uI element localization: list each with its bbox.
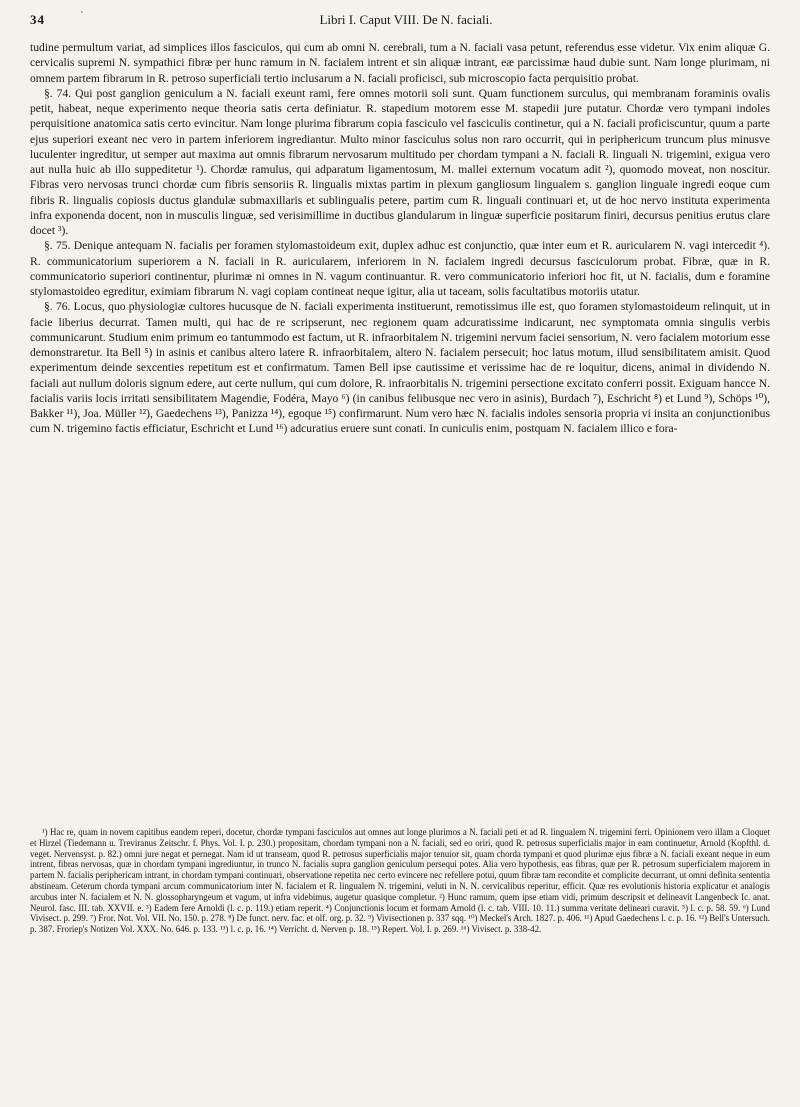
paragraph-section-74: §. 74. Qui post ganglion geniculum a N. faciali exeunt rami, fere omnes motorii soli sunt. Quam functionem surculus, qui membranam foraminis ovalis petit, habeat, neque experimento neque theoria satis certa definiatur. R. stapedium motorem esse M. stapedii jure putatur. Chordæ vero tympani indoles perquisitione anatomica satis certo evincitur. Nam longe plurima fibrarum copia fasciculo vel fasciculis continetur, qui a N. faciali proficiscuntur, quum a parte ejus superiori exeant nec vero in partem inferiorem ingrediantur. Multo minor fasciculus solus non raro occurrit, qui in periphericum truncum plus minusve luculenter ingreditur, ut semper aut maxima aut omnis fibrarum nervosarum multitudo per chordam tympani a N. faciali R. linguali N. trigemini, exigua vero aut nulla huic ab illo suppeditetur ¹). Chordæ ramulus, qui adparatum ligamentosum, M. mallei externum vocatum adit ²), quomodo moveat, non noscitur. Fibras vero nervosas trunci chordæ cum fibris sensoriis R. lingualis mixtas partim in plexum gangliosum lingualem s. ganglion linguale ingredi eoque cum fibris R. lingualis copiosis ductus glandulæ submaxillaris et sublingualis petere, partim cum R. linguali continuari et, ut de hoc nervo instituta experimenta infra exponenda docent, non in musculis linguæ, sed verisimillime in ductibus glandularum in linguæ superficie positarum finiri, decursus penitius erutus clare docet ³). xyxy=(30,86,770,237)
page-header xyxy=(30,10,782,32)
paragraph-continuation: tudine permultum variat, ad simplices illos fasciculos, qui cum ab omni N. cerebrali, tum a N. faciali vasa petunt, referendus esse videtur. Vix enim aliquæ G. cervicalis supremi N. sympathici fibræ per hunc ramum in N. facialem intrent et sin aliquæ intrant, eæ parcissimæ haud dubie sunt. Nam longe plurimam, ni omnem partem fibrarum in R. petroso superficiali tertio inclusarum a N. faciali proficisci, sub microscopio facta perquisitio probat. xyxy=(30,41,770,85)
footnotes xyxy=(30,827,770,935)
stray-mark: ` xyxy=(80,10,84,22)
paragraph-section-76: §. 76. Locus, quo physiologiæ cultores hucusque de N. faciali experimenta instituerunt, remotissimus ille est, quo foramen stylomastoideum relinquit, ut in facie liberius decurrat. Tamen multi, qui hac de re scripserunt, nec regionem quam adcuratissime indicarunt, nec symptomata omnia singulis verbis communicarunt. Studium enim primum eo tantummodo est factum, ut R. infraorbitalem N. trigemini nervum faciei sensorium, N. vero facialem motorium esse demonstraretur. Ita Bell ⁵) in asinis et canibus altero latere R. infraorbitalem, altero N. facialem persecuit; hoc latus motum, illud sensibilitatem amisit. Quod experimentum deinde sexcenties repetitum est et confirmatum. Tamen Bell ipse cautissime et verissime hac de re loquitur, dicens, animal in dividendo N. faciali aut nullum doloris signum edere, aut certe nullum, qui cum dolore, R. infraorbitalis N. trigemini persectione excitato conferri possit. Exiguam hancce N. facialis variis locis irritati sensibilitatem Magendie, Fodéra, Mayo ⁶) (in canibus felibusque nec vero in asinis), Burdach ⁷), Eschricht ⁸) et Lund ⁹), Schöps ¹⁰), Bakker ¹¹), Joa. Müller ¹²), Gaedechens ¹³), Panizza ¹⁴), egoque ¹⁵) confirmarunt. Num vero hæc N. facialis indoles sensoria propria vi insita an conjunctionibus cum N. trigemino factis efficiatur, Eschricht et Lund ¹⁶) adcuratius eruere sunt conati. In cuniculis enim, postquam N. facialem illico e fora- xyxy=(30,300,770,436)
paragraph-section-75: §. 75. Denique antequam N. facialis per foramen stylomastoideum exit, duplex adhuc est conjunctio, quæ inter eum et R. auricularem N. vagi intercedit ⁴). R. communicatorium superiorem a N. faciali in R. auricularem, inferiorem in N. facialem ingredi decursus fasciculorum probat. Fibræ, quæ in R. communicatorio superiori continentur, plurimæ ni omnes in N. vagum continuantur. R. vero communicatorio inferiori hoc fit, ut N. facialis, dum e foramine stylomastoideo egreditur, eximiam fibrarum N. vagi copiam contineat neque igitur, alia ut taceam, solis facultatibus motoriis utatur. xyxy=(30,239,770,298)
running-title: Libri I. Caput VIII. De N. faciali. xyxy=(319,12,493,27)
body-text xyxy=(30,40,770,437)
footnote-block: ¹) Hac re, quam in novem capitibus eandem reperi, docetur, chordæ tympani fasciculos aut omnes aut longe plurimos a N. faciali peti et ad R. lingualem N. trigemini ferri. Opinionem vero illam a Cloquet et Hirzel (Tiedemann u. Treviranus Zeitschr. f. Phys. Vol. I. p. 230.) propositam, chordam tympani non a N. faciali, sed eo oriri, quod R. petrosus superficialis major in eam continuetur, Arnold (Kopfthl. d. veget. Nervensyst. p. 82.) omni jure negat et pernegat. Nam id ut transeam, quod R. petrosus superficialis major tenuior sit, quam chorda tympani et quod plurimæ ejus fibræ a N. faciali exeant neque in eum intrent, fibras nervosas, quæ in chordam tympani ingrediuntur, in trunco N. facialis supra ganglion geniculum persequi potes. Alia vero hypothesis, eas fibras, quæ per R. petrosum superficialem majorem in partem N. facialis periphericam intrant, in chordam tympani continuari, observatione repetita nec certo evincere nec refellere potui, quum fibræ tam recondite et complicite decurrant, ut omni definita sententia abstineam. Ceterum chorda tympani arcum communicatorium inter N. facialem et R. lingualem N. trigemini, veluti in N. N. cervicalibus reperitur, efficit. Quæ res evolutionis historia explicatur et analogis arcubus inter N. facialem et N. N. glossopharyngeum et vagum, ut infra videbimus, augetur quasique completur. ²) Hunc ramum, quem ipse etiam vidi, primum descripsit et delineavit Langenbeck Ic. anat. Neurol. fasc. III. tab. XXVII. e. ³) Eadem fere Arnoldi (l. c. p. 119.) etiam reperit. ⁴) Conjunctionis locum et formam Arnold (l. c. tab. VIII. 10. 11.) summa veritate delineari curavit. ⁵) l. c. p. 58. 59. ⁶) Lund Vivisect. p. 299. ⁷) Fror. Not. Vol. VII. No. 150. p. 278. ⁸) De funct. nerv. fac. et olf. org. p. 32. ⁹) Vivisectionen p. 337 sqq. ¹⁰) Meckel's Arch. 1827. p. 406. ¹¹) Apud Gaedechens l. c. p. 16. ¹²) Bell's Untersuch. p. 387. Froriep's Notizen Vol. XXX. No. 646. p. 133. ¹³) l. c. p. 16. ¹⁴) Verricht. d. Nerven p. 18. ¹⁵) Repert. Vol. I. p. 269. ¹⁶) Vivisect. p. 338-42. xyxy=(30,827,770,935)
page-number: 34 xyxy=(30,12,45,27)
